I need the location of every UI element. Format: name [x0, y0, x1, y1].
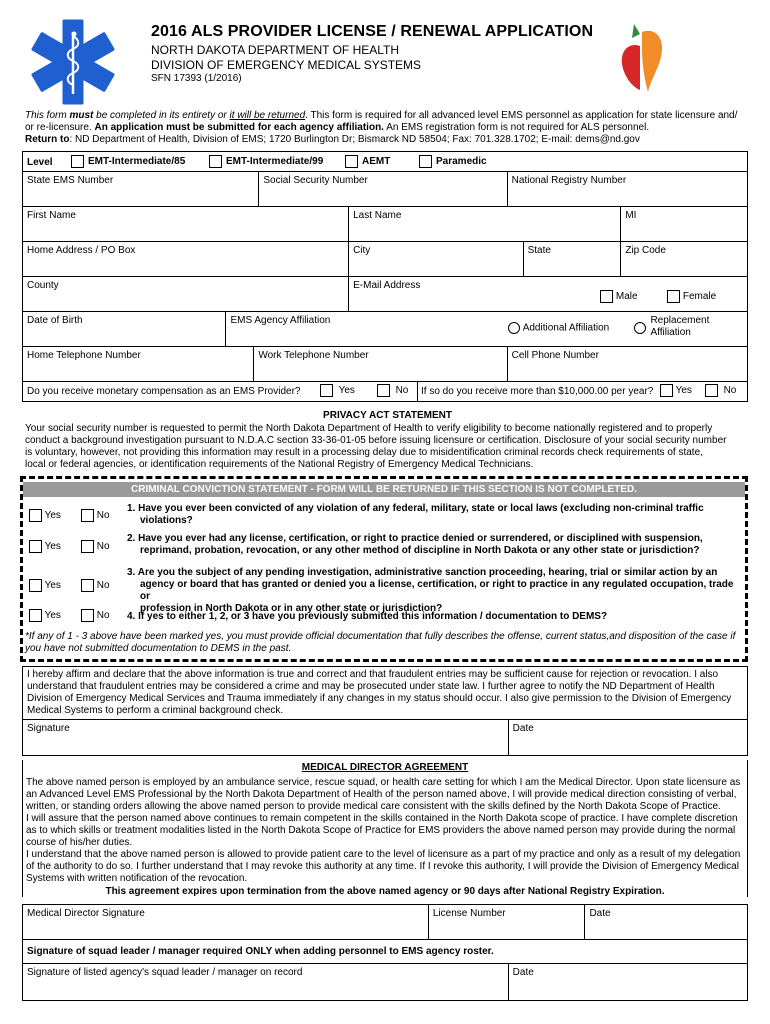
criminal-section-title: CRIMINAL CONVICTION STATEMENT - FORM WILL BE RETURNED IF THIS SECTION IS NOT COMPLETED.	[23, 482, 745, 497]
zip-field[interactable]: Zip Code	[625, 245, 666, 256]
level-paramedic-checkbox[interactable]	[419, 155, 432, 168]
agreement-expiration: This agreement expires upon termination from the above named agency or 90 days after National Registry Expiration.	[105, 886, 665, 897]
first-name-field[interactable]: First Name	[23, 207, 349, 241]
q1-yes-checkbox[interactable]	[29, 509, 42, 522]
national-registry-field[interactable]: National Registry Number	[511, 175, 627, 186]
additional-affiliation-radio[interactable]	[508, 322, 520, 334]
compensation-row: Do you receive monetary compensation as an EMS Provider? Yes No If so do you receive more than $10,000.00 per year? Yes No	[23, 382, 747, 402]
squad-leader-signature-field[interactable]: Signature of listed agency's squad leader / manager on record	[23, 964, 509, 1000]
q2-yes-checkbox[interactable]	[29, 540, 42, 553]
additional-affiliation-label: Additional Affiliation	[522, 322, 610, 334]
squad-leader-note: Signature of squad leader / manager required ONLY when adding personnel to EMS agency roster.	[27, 946, 494, 957]
home-telephone-field[interactable]: Home Telephone Number	[23, 347, 254, 381]
medical-director-date-field[interactable]: Date	[589, 908, 611, 919]
form-header	[0, 0, 770, 108]
q4-no-checkbox[interactable]	[81, 609, 94, 622]
applicant-date-field[interactable]: Date	[512, 723, 534, 734]
division-name: DIVISION OF EMERGENCY MEDICAL SYSTEMS	[151, 58, 422, 72]
criminal-footnote: *If any of 1 - 3 above have been marked yes, you must provide official documentation that fully describes the offense, current status,and disposition of the case if you have not submitted documentation to DEMS in the past.	[25, 631, 736, 654]
mi-field[interactable]: MI	[625, 210, 637, 221]
level-emt85-label: EMT-Intermediate/85	[88, 156, 186, 168]
replacement-affiliation-label: Replacement Affiliation	[650, 315, 710, 338]
intro-text: This form must be completed in its entirety or it will be returned. This form is required for all advanced level EMS personnel as application for state licensure and/ or re-licensure. An application must be submitted for each agency affiliation. An EMS registration form is not required for ALS personnel. Return to: ND Department of Health, Division of EMS; 1720 Burlington Dr; Bismarck ND 58504; Fax: 701.328.1702; E-mail: dems@nd.gov	[25, 110, 738, 145]
work-telephone-field[interactable]: Work Telephone Number	[254, 347, 507, 381]
state-field[interactable]: State	[524, 242, 622, 276]
male-label: Male	[615, 291, 638, 303]
signature-table	[22, 904, 748, 1001]
email-field[interactable]: E-Mail Address Male Female	[353, 280, 717, 303]
nd-health-logo-icon	[618, 20, 668, 96]
level-emt99-checkbox[interactable]	[209, 155, 222, 168]
level-aemt-checkbox[interactable]	[345, 155, 358, 168]
applicant-signature-field[interactable]: Signature	[23, 720, 509, 755]
q2-no-checkbox[interactable]	[81, 540, 94, 553]
q1-no-checkbox[interactable]	[81, 509, 94, 522]
compensation-question: Do you receive monetary compensation as an EMS Provider?	[27, 386, 301, 397]
q4-yes-checkbox[interactable]	[29, 609, 42, 622]
home-address-field[interactable]: Home Address / PO Box	[23, 242, 349, 276]
state-ems-field[interactable]: State EMS Number	[23, 172, 259, 206]
last-name-field[interactable]: Last Name	[349, 207, 621, 241]
compensation-yes-checkbox[interactable]	[320, 384, 333, 397]
q3-yes-checkbox[interactable]	[29, 579, 42, 592]
applicant-form	[22, 151, 748, 402]
privacy-statement: PRIVACY ACT STATEMENT Your social security number is requested to permit the North Dakota Department of Health to verify eligibility to become nationally registered and to properly conduct a background investigation pursuant to N.D.A.C section 33-36-01-05 before issuing licensure or certification. Disclosure of your social security number is voluntary, however, not providing this information may result in a processing delay due to misidentification criminal records check requirements of state, local or federal agencies, or identification requirements of the National Registry of Emergency Medical Technicians.	[25, 410, 750, 471]
agency-affiliation-field[interactable]: EMS Agency Affiliation Additional Affiliation Replacement Affiliation	[230, 315, 710, 338]
medical-director-agreement	[22, 760, 748, 897]
city-field[interactable]: City	[349, 242, 524, 276]
criminal-conviction-section: CRIMINAL CONVICTION STATEMENT - FORM WILL BE RETURNED IF THIS SECTION IS NOT COMPLETED. Yes No 1. Have you ever been convicted of any violation of any federal, military, state or local laws (excluding non-criminal traffic violations? Yes No 2. Have you ever had any license, certification, or right to practice denied or surrendered, or disciplined with suspension, reprimand, probation, revocation, or any other method of discipline in North Dakota or any other state or jurisdiction? Yes No 3. Are you the subject of any pending investigation, administrative sanction proceeding, hearing, trial or similar action by an agency or board that has granted or denied you a license, certification, or right to practice in any regulated occupation, trade or profession in North Dakota or in any other state or jurisdiction? Yes No 4. If yes to either 1, 2, or 3 have you previously submitted this information / documentation to DEMS? *If any of 1 - 3 above have been marked yes, you must provide official documentation that fully describes the offense, current status,and disposition of the case if you have not submitted documentation to DEMS in the past.	[20, 476, 748, 662]
income-no-checkbox[interactable]	[705, 384, 718, 397]
income-yes-checkbox[interactable]	[660, 384, 673, 397]
level-label: Level	[27, 157, 53, 168]
license-number-field[interactable]: License Number	[429, 905, 586, 939]
compensation-no-checkbox[interactable]	[377, 384, 390, 397]
replacement-affiliation-radio[interactable]	[634, 322, 646, 334]
medical-director-text: The above named person is employed by an ambulance service, rescue squad, or health care setting for which I am the Medical Director. Upon state licensure as an Advanced Level EMS Professional by the North Dakota Department of Health of the person named above, I will provide medical direction consisting of verbal, written, or standing orders allowing the above named person to provide medical care consistent with the skills defined by the North Dakota Scope of Practice. I will assure that the person named above continues to remain competent in the skills contained in the North Dakota scope of practice. I have complete discretion as to which skills or treatment modalities listed in the North Dakota Scope of Practice for EMS providers the above named person may provide during the normal course of his/her duties. I understand that the above named person is allowed to provide patient care to the level of licensure as a part of my practice and only as a result of my delegation of the authority to do so. I further understand that I may revoke this authority at any time. If I revoke this authority, I will provide the Division of Emergency Medical Systems with written notification of the revocation.	[26, 777, 741, 884]
star-of-life-icon	[28, 18, 118, 106]
income-question: If so do you receive more than $10,000.00 per year?	[421, 386, 654, 397]
squad-leader-date-field[interactable]: Date	[512, 967, 534, 978]
level-paramedic-label: Paramedic	[436, 156, 487, 168]
affirmation-text: I hereby affirm and declare that the above information is true and correct and that fraudulent entries may be sufficient cause for rejection or revocation. I also understand that fraudulent entries may be considered a crime and may be prosecuted under state law. I further agree to notify the ND Department of Health Division of Emergency Medical Services and Trauma immediately if any changes in my status should occur. I also give permission to the Division of Emergency Medical Systems to perform a criminal background check.	[23, 667, 747, 720]
form-number: SFN 17393 (1/2016)	[151, 73, 242, 84]
department-name: NORTH DAKOTA DEPARTMENT OF HEALTH	[151, 43, 400, 57]
ssn-field[interactable]: Social Security Number	[259, 172, 507, 206]
dob-field[interactable]: Date of Birth	[23, 312, 226, 346]
level-emt99-label: EMT-Intermediate/99	[226, 156, 324, 168]
q3-no-checkbox[interactable]	[81, 579, 94, 592]
female-label: Female	[682, 291, 717, 303]
male-checkbox[interactable]	[600, 290, 613, 303]
level-row	[23, 152, 747, 172]
privacy-title: PRIVACY ACT STATEMENT	[323, 410, 452, 421]
affirmation-section	[22, 666, 748, 756]
form-title: 2016 ALS PROVIDER LICENSE / RENEWAL APPLICATION	[151, 23, 594, 40]
level-aemt-label: AEMT	[362, 156, 391, 168]
female-checkbox[interactable]	[667, 290, 680, 303]
cell-phone-field[interactable]: Cell Phone Number	[511, 350, 599, 361]
county-field[interactable]: County	[23, 277, 349, 311]
level-emt85-checkbox[interactable]	[71, 155, 84, 168]
medical-director-title: MEDICAL DIRECTOR AGREEMENT	[301, 762, 469, 773]
medical-director-signature-field[interactable]: Medical Director Signature	[23, 905, 429, 939]
